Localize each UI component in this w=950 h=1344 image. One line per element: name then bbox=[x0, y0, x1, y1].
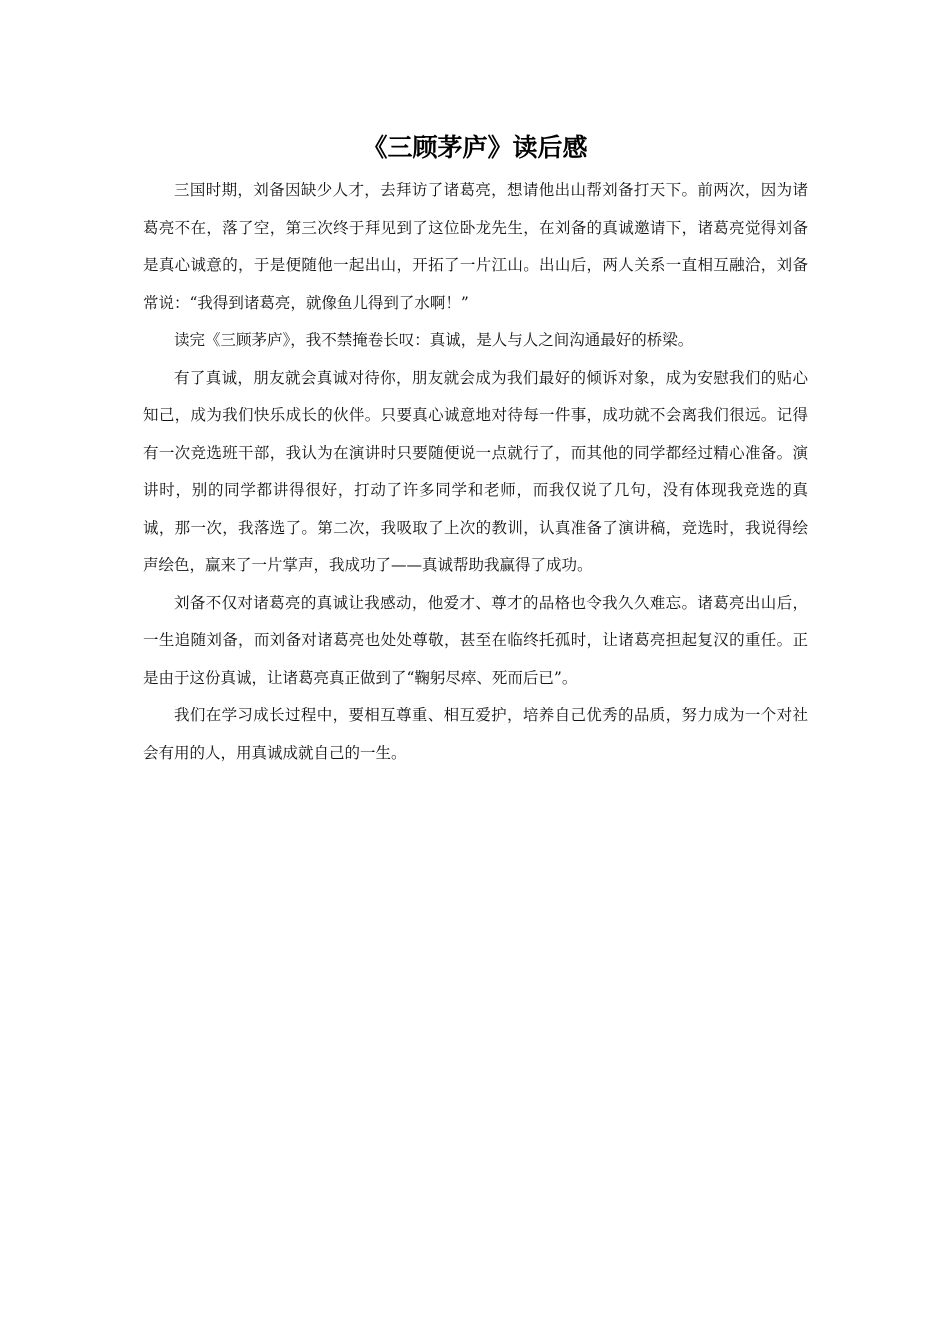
paragraph-4: 刘备不仅对诸葛亮的真诚让我感动，他爱才、尊才的品格也令我久久难忘。诸葛亮出山后，一生追随刘备，而刘备对诸葛亮也处处尊敬，甚至在临终托孤时，让诸葛亮担起复汉的重任。正是由于这份真诚，让诸葛亮真正做到了“鞠躬尽瘁、死而后已”。 bbox=[143, 593, 808, 687]
paragraph-1: 三国时期，刘备因缺少人才，去拜访了诸葛亮，想请他出山帮刘备打天下。前两次，因为诸葛亮不在，落了空，第三次终于拜见到了这位卧龙先生，在刘备的真诚邀请下，诸葛亮觉得刘备是真心诚意的，于是便随他一起出山，开拓了一片江山。出山后，两人关系一直相互融洽，刘备常说：“我得到诸葛亮，就像鱼儿得到了水啊！” bbox=[143, 181, 808, 312]
paragraph-5: 我们在学习成长过程中，要相互尊重、相互爱护，培养自己优秀的品质，努力成为一个对社会有用的人，用真诚成就自己的一生。 bbox=[143, 706, 808, 762]
page-title: 《三顾茅庐》读后感 bbox=[362, 133, 588, 162]
paragraph-2: 读完《三顾茅庐》，我不禁掩卷长叹：真诚，是人与人之间沟通最好的桥梁。 bbox=[174, 331, 694, 349]
paragraph-3: 有了真诚，朋友就会真诚对待你，朋友就会成为我们最好的倾诉对象，成为安慰我们的贴心知己，成为我们快乐成长的伙伴。只要真心诚意地对待每一件事，成功就不会离我们很远。记得有一次竞选班干部，我认为在演讲时只要随便说一点就行了，而其他的同学都经过精心准备。演讲时，别的同学都讲得很好，打动了许多同学和老师，而我仅说了几句，没有体现我竞选的真诚，那一次，我落选了。第二次，我吸取了上次的教训，认真准备了演讲稿，竞选时，我说得绘声绘色，赢来了一片掌声，我成功了——真诚帮助我赢得了成功。 bbox=[143, 368, 808, 574]
document-body bbox=[143, 172, 808, 772]
